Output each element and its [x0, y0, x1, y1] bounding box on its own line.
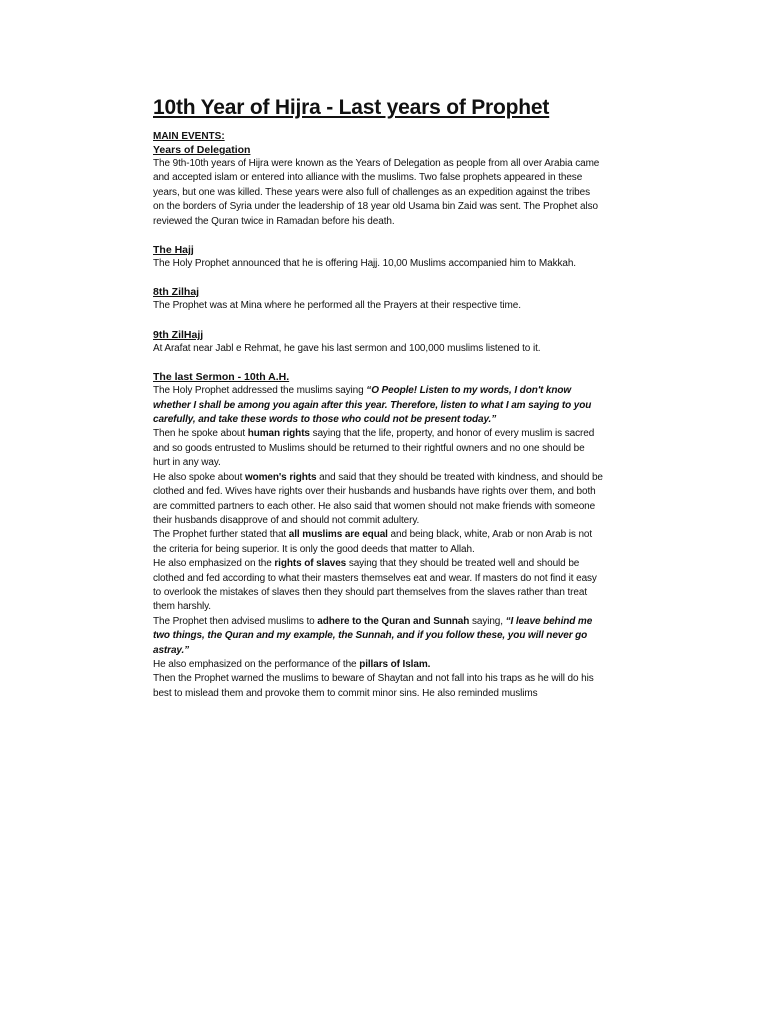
sermon-emphasis: rights of slaves	[274, 558, 347, 570]
sermon-text: The Prophet further stated that	[153, 529, 289, 541]
section-8th-zilhaj	[153, 285, 603, 313]
sermon-text: and said that they should be treated with kindness, and should be clothed and fed. Wives have rights over their husbands and husbands have rights over them, and both are committed partners to each other. He also said that women should not make friends with someone their husbands disapprove of and should not commit adultery.	[153, 471, 603, 526]
sermon-text: saying that they should be treated well and should be clothed and fed according to what their masters themselves eat and wear. If masters do not find it easy to overlook the mistakes of slaves then they should part themselves from the slaves rather than treat them harshly.	[153, 558, 597, 613]
sermon-text: He also emphasized on the performance of the	[153, 658, 360, 670]
section-heading: The last Sermon - 10th A.H.	[153, 371, 290, 384]
sermon-emphasis: all muslims are equal	[288, 529, 388, 541]
section-9th-zilhajj	[153, 328, 603, 356]
section-text: At Arafat near Jabl e Rehmat, he gave his last sermon and 100,000 muslims listened to it.	[153, 342, 541, 354]
sermon-paragraph	[153, 471, 603, 529]
sermon-text: The Holy Prophet addressed the muslims saying	[153, 385, 367, 397]
page-title: 10th Year of Hijra - Last years of Prophet	[153, 96, 550, 119]
sermon-paragraph	[153, 384, 603, 427]
sermon-paragraph	[153, 615, 603, 658]
sermon-text: Then he spoke about	[153, 428, 248, 440]
sermon-text: and being black, white, Arab or non Arab is not the criteria for being superior. It is only the good deeds that matter to Allah.	[153, 529, 593, 555]
sermon-paragraph	[153, 528, 603, 557]
sermon-text: He also spoke about	[153, 471, 245, 483]
sermon-text: saying that the life, property, and honor of every muslim is sacred and so goods entrusted to Muslims should be returned to their rightful owners and no one should be hurt in any way.	[153, 428, 595, 469]
sermon-paragraph	[153, 427, 603, 470]
sermon-emphasis: women's rights	[244, 471, 317, 483]
sermon-text: He also emphasized on the	[153, 558, 275, 570]
section-the-hajj	[153, 243, 603, 271]
sermon-text: saying,	[469, 615, 506, 627]
sermon-paragraph: Then the Prophet warned the muslims to beware of Shaytan and not fall into his traps as he will do his best to mislead them and provoke them to commit minor sins. He also reminded muslims	[153, 673, 594, 699]
sermon-quote: “O People! Listen to my words, I don't know whether I shall be among you again after this year. Therefore, listen to what I am saying to you carefully, and take these words to those who could not be present today.”	[153, 385, 592, 426]
section-heading: Years of Delegation	[153, 144, 251, 156]
document-body	[153, 96, 603, 701]
main-events-label: MAIN EVENTS:	[153, 131, 225, 142]
section-last-sermon	[153, 370, 603, 701]
section-heading: The Hajj	[153, 244, 194, 257]
section-heading: 9th ZilHajj	[153, 328, 204, 341]
sermon-quote: “I leave behind me two things, the Quran and my example, the Sunnah, and if you follow these, you will never go astray.”	[153, 615, 593, 656]
section-heading: 8th Zilhaj	[153, 286, 200, 299]
sermon-paragraph	[153, 658, 603, 672]
sermon-emphasis: human rights	[247, 428, 310, 440]
section-years-of-delegation	[153, 143, 603, 229]
section-text: The 9th-10th years of Hijra were known as the Years of Delegation as people from all over Arabia came and accepted islam or entered into alliance with the muslims. Two false prophets appeared in these years, but one was killed. These years were also full of challenges as an expedition against the tribes on the borders of Syria under the leadership of 18 year old Usama bin Zaid was sent. The Prophet also reviewed the Quran twice in Ramadan before his death.	[153, 158, 600, 227]
sermon-emphasis: adhere to the Quran and Sunnah	[317, 615, 470, 627]
sermon-text: The Prophet then advised muslims to	[153, 615, 318, 627]
sermon-emphasis: pillars of Islam.	[359, 658, 431, 670]
section-text: The Prophet was at Mina where he performed all the Prayers at their respective time.	[153, 300, 521, 312]
section-text: The Holy Prophet announced that he is offering Hajj. 10,00 Muslims accompanied him to Makkah.	[153, 258, 576, 270]
sermon-paragraph	[153, 557, 603, 615]
